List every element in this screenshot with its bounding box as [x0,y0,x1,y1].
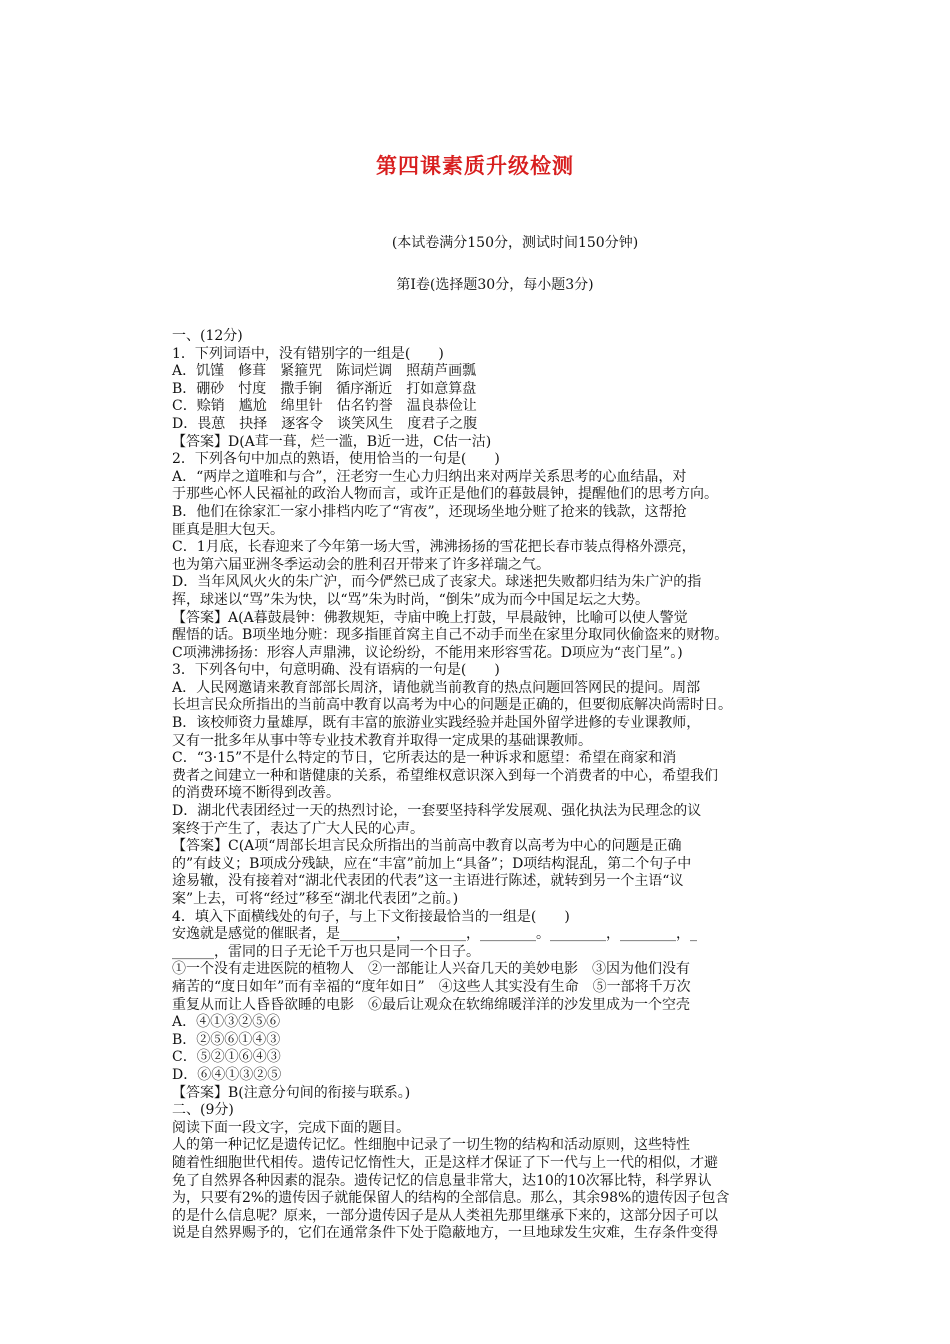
q4-option-d: D．⑥④①③②⑤ [172,1066,282,1083]
answer-3-line1: 【答案】C(A项“周部长坦言民众所指出的当前高中教育以高考为中心的问题是正确 [172,838,682,855]
answer-3-line4: 案”上去，可将“经过”移至“湖北代表团”之前。) [172,891,459,907]
option-b: B．硼砂 忖度 撒手锏 循序渐近 打如意算盘 [172,380,477,397]
question-4: 4．填入下面横线处的句子，与上下文衔接最恰当的一组是( ) [172,908,570,925]
q4-option-a: A．④①③②⑤⑥ [172,1014,281,1031]
answer-2-line3: C项沸沸扬扬：形容人声鼎沸，议论纷纷，不能用来形容雪花。D项应为“丧门星”。) [172,644,683,661]
reading-instruction: 阅读下面一段文字，完成下面的题目。 [172,1119,410,1136]
q3-option-a-line2: 长坦言民众所指出的当前高中教育以高考为中心的问题是正确的，但要彻底解决尚需时日。 [172,697,732,714]
answer-2-line1: 【答案】A(A暮鼓晨钟：佛教规矩，寺庙中晚上打鼓，早晨敲钟，比喻可以使人警觉 [172,609,688,626]
answer-4: 【答案】B(注意分句间的衔接与联系。) [172,1084,411,1101]
passage-line1: 人的第一种记忆是遗传记忆。性细胞中记录了一切生物的结构和活动原则，这些特性 [172,1137,690,1154]
q4-option-c: C．⑤②①⑥④③ [172,1049,281,1066]
q2-option-b-line1: B．他们在徐家汇一家小排档内吃了“宵夜”，还现场坐地分赃了抢来的钱款，这帮抢 [172,503,687,520]
q3-option-c-line2: 费者之间建立一种和谐健康的关系，希望维权意识深入到每一个消费者的中心，希望我们 [172,767,718,784]
page-title: 第四课素质升级检测 [376,154,574,178]
q3-option-c-line3: 的消费环境不断得到改善。 [172,785,340,802]
question-1: 1．下列词语中，没有错别字的一组是( ) [172,345,444,362]
passage-line6: 说是自然界赐予的，它们在通常条件下处于隐蔽地方，一旦地球发生灾难，生存条件变得 [172,1225,718,1242]
answer-3-line3: 途易辙，没有接着对“湖北代表团的代表”这一主语进行陈述，就转到另一个主语“议 [172,873,684,890]
passage-line2: 随着性细胞世代相传。遗传记忆惰性大，正是这样才保证了下一代与上一代的相似，才避 [172,1154,718,1171]
q2-option-b-line2: 匪真是胆大包天。 [172,521,284,538]
answer-1: 【答案】D(A茸一葺，烂一滥，B近一进，C估一沽) [172,433,492,450]
q4-choices-line3: 重复从而让人昏昏欲睡的电影 ⑥最后让观众在软绵绵暖洋洋的沙发里成为一个空壳 [172,996,690,1013]
question-3: 3．下列各句中，句意明确、没有语病的一句是( ) [172,662,500,679]
part-heading: 第Ⅰ卷(选择题30分，每小题3分) [396,277,594,293]
q4-option-b: B．②⑤⑥①④③ [172,1031,281,1048]
q3-option-c-line1: C．“3·15”不是什么特定的节日，它所表达的是一种诉求和愿望：希望在商家和消 [172,750,677,767]
q4-choices-line2: 痛苦的“度日如年”而有幸福的“度年如日” ④这些人其实没有生命 ⑤一部将千万次 [172,978,691,995]
section-heading: 一、(12分) [172,328,243,344]
answer-2-line2: 醒悟的话。B项坐地分赃：现多指匪首窝主自己不动手而坐在家里分取同伙偷盗来的财物。 [172,627,729,644]
passage-line3: 免了自然界各种因素的混杂。遗传记忆的信息量非常大，达10的10次幂比特，科学界认 [172,1172,712,1189]
q2-option-d-line1: D．当年风风火火的朱广沪，而今俨然已成了丧家犬。球迷把失败都归结为朱广沪的指 [172,574,702,591]
option-d: D．畏葸 抉择 逐客令 谈笑风生 度君子之腹 [172,415,478,432]
q2-option-a-line1: A．“两岸之道唯和与合”，汪老穷一生心力归纳出来对两岸关系思考的心血结晶，对 [172,468,687,485]
exam-note: (本试卷满分150分，测试时间150分钟) [391,235,639,251]
q3-option-b-line1: B．该校师资力量雄厚，既有丰富的旅游业实践经验并赴国外留学进修的专业课教师， [172,715,701,732]
question-2: 2．下列各句中加点的熟语，使用恰当的一句是( ) [172,451,500,468]
q4-passage-line1: 安逸就是感觉的催眠者，是________，________，________。________，________，_ [172,926,697,943]
q4-passage-line2: ______，雷同的日子无论千万也只是同一个日子。 [172,943,480,960]
answer-3-line2: 的”有歧义；B项成分残缺，应在“丰富”前加上“具备”；D项结构混乱，第二个句子中 [172,855,692,872]
q2-option-a-line2: 于那些心怀人民福祉的政治人物而言，或许正是他们的暮鼓晨钟，提醒他们的思考方向。 [172,486,718,503]
section-2-heading: 二、(9分) [172,1102,234,1119]
q3-option-a-line1: A．人民网邀请来教育部部长周济，请他就当前教育的热点问题回答网民的提问。周部 [172,679,701,696]
q3-option-d-line2: 案终于产生了，表达了广大人民的心声。 [172,820,424,837]
exam-content [172,328,812,1243]
q4-choices-line1: ①一个没有走进医院的植物人 ②一部能让人兴奋几天的美妙电影 ③因为他们没有 [172,961,690,978]
q3-option-d-line1: D．湖北代表团经过一天的热烈讨论，一套要坚持科学发展观、强化执法为民理念的议 [172,803,702,820]
option-a: A．饥馑 修葺 紧箍咒 陈词烂调 照葫芦画瓢 [172,363,477,380]
q3-option-b-line2: 又有一批多年从事中等专业技术教育并取得一定成果的基础课教师。 [172,732,592,749]
q2-option-c-line2: 也为第六届亚洲冬季运动会的胜利召开带来了许多祥瑞之气。 [172,556,550,573]
option-c: C．赊销 尴尬 绵里针 估名钓誉 温良恭俭让 [172,398,477,415]
passage-line4: 为，只要有2%的遗传因子就能保留人的结构的全部信息。那么，其余98%的遗传因子包含 [172,1190,730,1207]
q2-option-d-line2: 挥，球迷以“骂”朱为快，以“骂”朱为时尚，“倒朱”成为而今中国足坛之大势。 [172,591,649,608]
passage-line5: 的是什么信息呢？原来，一部分遗传因子是从人类祖先那里继承下来的，这部分因子可以 [172,1207,718,1224]
q2-option-c-line1: C．1月底，长春迎来了今年第一场大雪，沸沸扬扬的雪花把长春市装点得格外漂亮， [172,539,696,556]
